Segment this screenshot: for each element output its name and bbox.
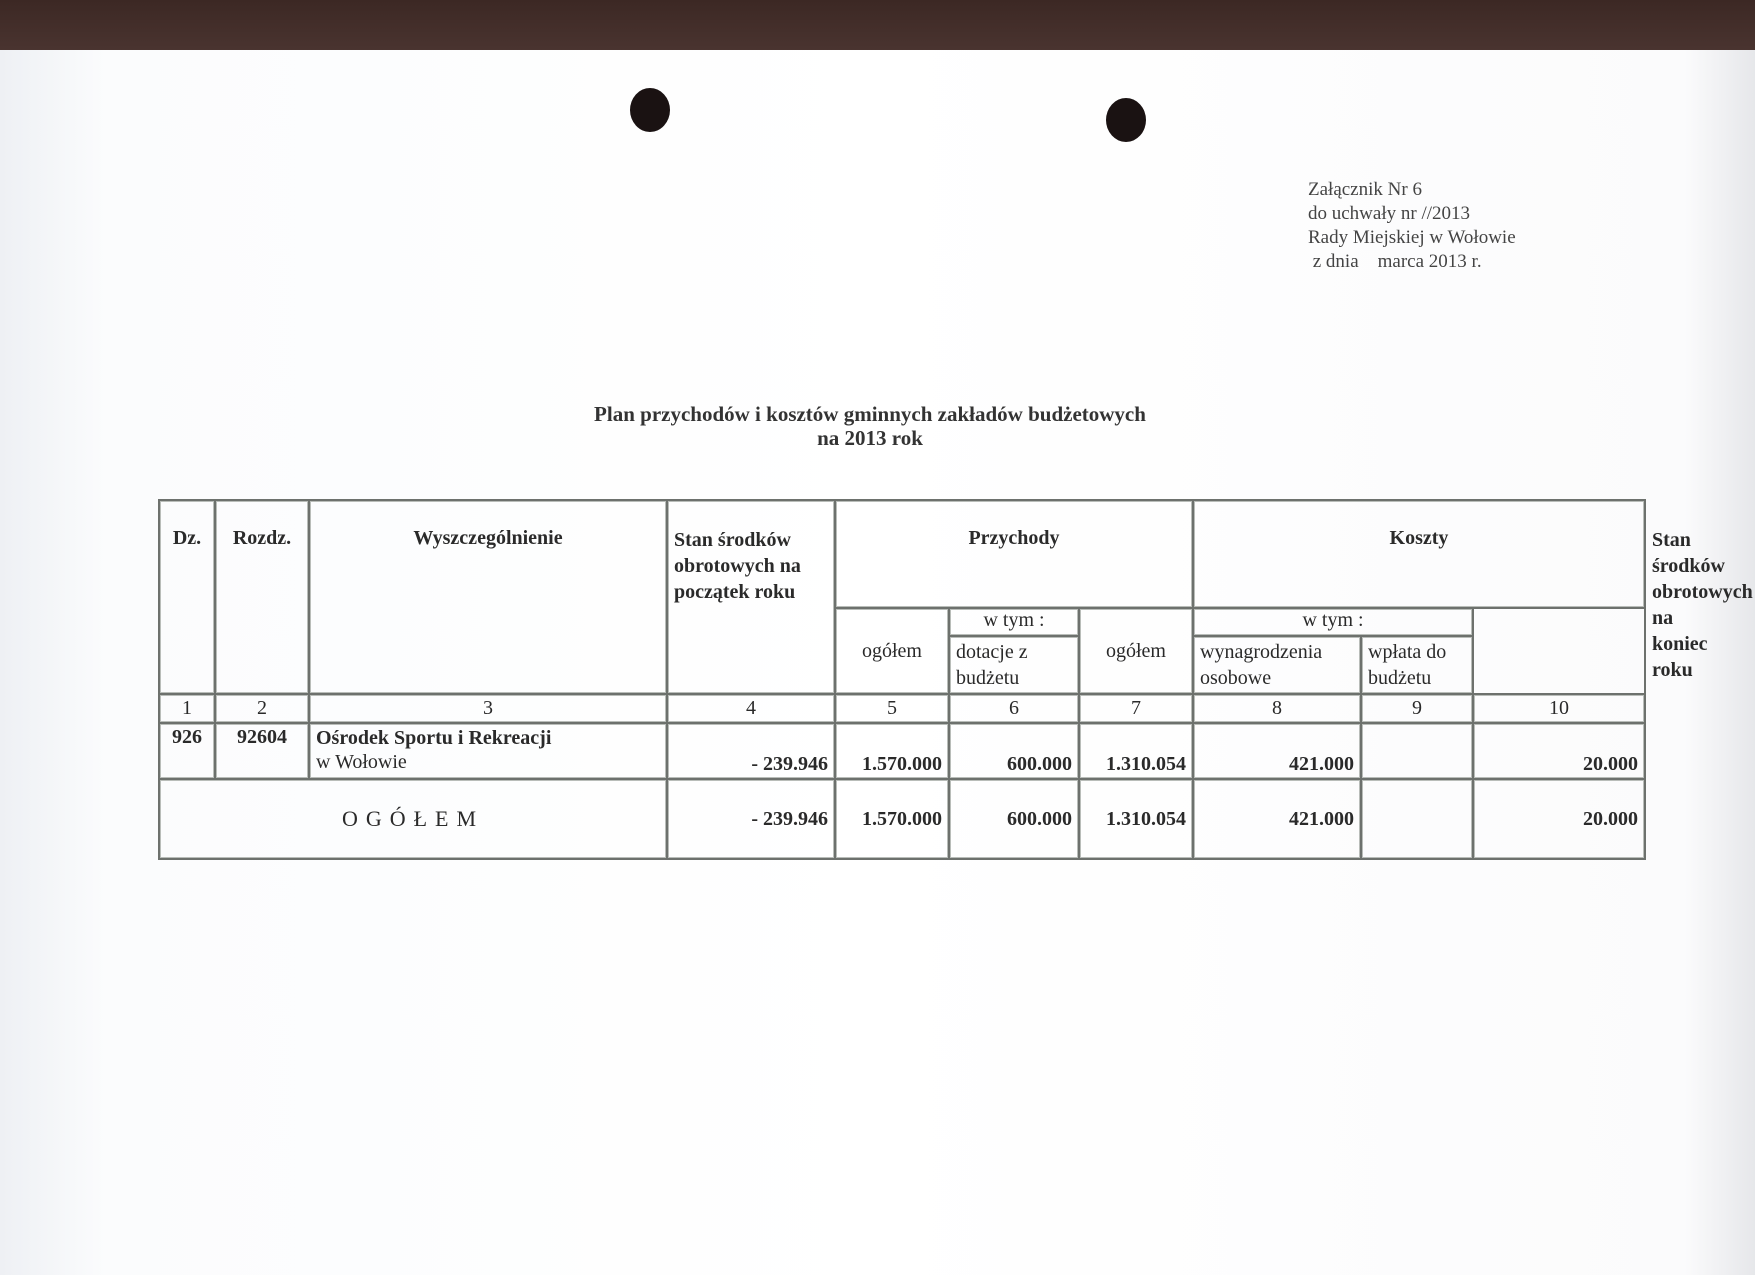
total-wynagrodzenia: 421.000 [1193, 779, 1361, 859]
scanner-background [0, 0, 1755, 52]
title-line: na 2013 rok [817, 426, 923, 450]
total-stan-koniec: 20.000 [1473, 779, 1645, 859]
total-stan-poczatek: - 239.946 [667, 779, 835, 859]
document-title [440, 402, 1300, 450]
header-rozdz: Rozdz. [215, 500, 309, 694]
annex-line: Załącznik Nr 6 [1308, 179, 1422, 200]
header-wynagrodzenia: wynagrodzenia osobowe [1193, 636, 1361, 694]
row-stan-poczatek: - 239.946 [667, 723, 835, 779]
row-rozdz: 92604 [215, 723, 309, 779]
total-koszty-ogolem: 1.310.054 [1079, 779, 1193, 859]
column-number: 3 [309, 694, 667, 723]
column-number-row [159, 694, 1645, 723]
punch-hole [1106, 98, 1146, 142]
annex-note [1308, 178, 1516, 274]
row-przychody-ogolem: 1.570.000 [835, 723, 949, 779]
header-row [159, 500, 1645, 608]
row-name-line: Ośrodek Sportu i Rekreacji [316, 727, 552, 749]
row-wplata [1361, 723, 1473, 779]
header-koszty: Koszty [1193, 500, 1645, 608]
header-koszty-ogolem: ogółem [1079, 608, 1193, 694]
header-stan-poczatek: Stan środków obrotowych na początek roku [667, 500, 835, 694]
row-koszty-ogolem: 1.310.054 [1079, 723, 1193, 779]
annex-line: z dnia marca 2013 r. [1308, 251, 1482, 272]
punch-hole [630, 88, 670, 132]
row-dz: 926 [159, 723, 215, 779]
column-number: 9 [1361, 694, 1473, 723]
column-number: 5 [835, 694, 949, 723]
column-number: 6 [949, 694, 1079, 723]
header-wyszczegolnienie: Wyszczególnienie [309, 500, 667, 694]
row-dotacje: 600.000 [949, 723, 1079, 779]
total-wplata [1361, 779, 1473, 859]
total-row [159, 779, 1645, 859]
header-przychody-ogolem: ogółem [835, 608, 949, 694]
header-dz: Dz. [159, 500, 215, 694]
table-row [159, 723, 1645, 779]
total-przychody-ogolem: 1.570.000 [835, 779, 949, 859]
row-name-line: w Wołowie [316, 751, 407, 773]
annex-line: do uchwały nr //2013 [1308, 203, 1471, 224]
column-number: 1 [159, 694, 215, 723]
row-wynagrodzenia: 421.000 [1193, 723, 1361, 779]
total-dotacje: 600.000 [949, 779, 1079, 859]
header-przychody: Przychody [835, 500, 1193, 608]
column-number: 8 [1193, 694, 1361, 723]
header-wplata: wpłata do budżetu [1361, 636, 1473, 694]
column-number: 7 [1079, 694, 1193, 723]
header-przychody-wtym: w tym : [949, 608, 1079, 636]
total-label: OGÓŁEM [159, 779, 667, 859]
header-koszty-wtym: w tym : [1193, 608, 1473, 636]
header-dotacje: dotacje z budżetu [949, 636, 1079, 694]
annex-line: Rady Miejskiej w Wołowie [1308, 227, 1516, 248]
column-number: 4 [667, 694, 835, 723]
column-number: 10 [1473, 694, 1645, 723]
budget-plan-table [158, 499, 1646, 860]
row-stan-koniec: 20.000 [1473, 723, 1645, 779]
title-line: Plan przychodów i kosztów gminnych zakładów budżetowych [594, 402, 1146, 426]
column-number: 2 [215, 694, 309, 723]
row-name [309, 723, 667, 779]
